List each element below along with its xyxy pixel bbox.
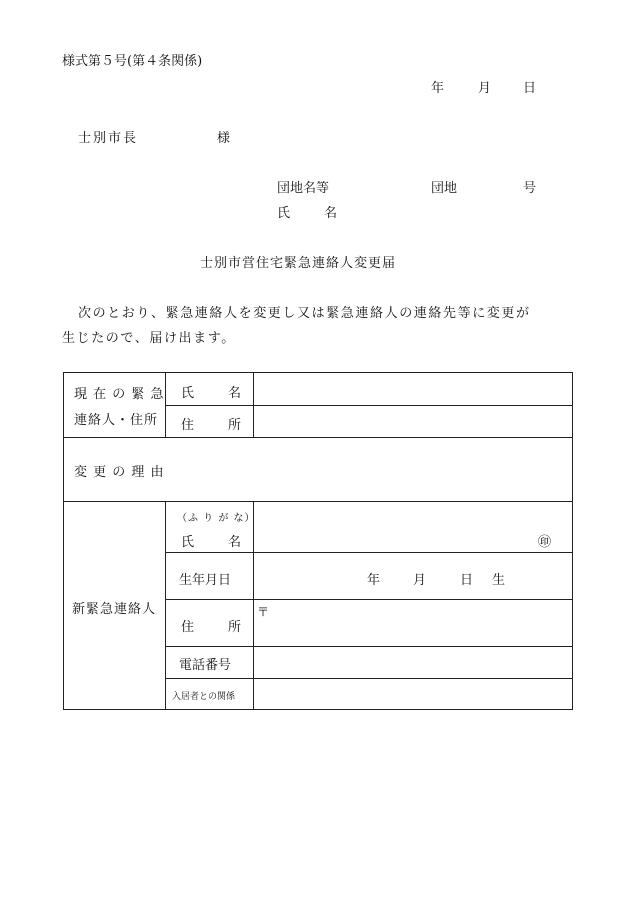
- new-name-label-1: 氏: [181, 535, 195, 550]
- date-month-label: 月: [478, 81, 492, 96]
- form-table: [63, 372, 573, 710]
- row-divider: [165, 599, 573, 600]
- col-divider: [253, 501, 254, 710]
- relation-label: 入居者との関係: [172, 692, 236, 702]
- row-divider: [165, 405, 573, 406]
- birth-day-label: 日: [460, 573, 474, 588]
- current-contact-label-2: 連絡人・住所: [74, 413, 159, 428]
- applicant-danchi-label: 団地名等: [277, 181, 330, 196]
- current-contact-label-1: 現 在 の 緊 急: [74, 387, 165, 402]
- current-name-label-2: 名: [228, 386, 242, 401]
- birth-suffix-label: 生: [492, 573, 506, 588]
- applicant-go: 号: [523, 181, 537, 196]
- seal-mark-icon: ㊞: [538, 535, 552, 550]
- new-address-label-2: 所: [228, 620, 242, 635]
- reason-label: 変 更 の 理 由: [74, 465, 165, 480]
- col-divider: [165, 373, 166, 437]
- new-name-label-2: 名: [228, 535, 242, 550]
- body-line-2: 生じたので、届け出ます。: [62, 331, 236, 346]
- date-day-label: 日: [523, 81, 537, 96]
- body-line-1: 次のとおり、緊急連絡人を変更し又は緊急連絡人の連絡先等に変更が: [78, 306, 531, 321]
- addressee-mayor: 士別市長: [78, 131, 139, 146]
- row-divider: [64, 437, 573, 438]
- birth-year-label: 年: [367, 573, 381, 588]
- new-address-label-1: 住: [181, 620, 195, 635]
- col-divider: [165, 501, 166, 710]
- furigana-label: （ふ り が な）: [177, 513, 256, 524]
- applicant-danchi: 団地: [431, 181, 458, 196]
- postal-mark-icon: 〒: [257, 605, 270, 619]
- date-year-label: 年: [431, 81, 445, 96]
- phone-label: 電話番号: [179, 658, 232, 673]
- current-name-label-1: 氏: [181, 386, 195, 401]
- col-divider: [253, 373, 254, 437]
- addressee-honorific: 様: [217, 131, 231, 146]
- current-address-label-1: 住: [181, 418, 195, 433]
- applicant-name-label-1: 氏: [277, 206, 291, 221]
- current-address-label-2: 所: [228, 418, 242, 433]
- row-divider: [165, 646, 573, 647]
- new-contact-label: 新緊急連絡人: [72, 602, 157, 617]
- row-divider: [165, 678, 573, 679]
- birth-month-label: 月: [413, 573, 427, 588]
- birth-date-label: 生年月日: [179, 573, 232, 588]
- applicant-name-label-2: 名: [324, 206, 338, 221]
- form-number: 様式第５号(第４条関係): [62, 54, 203, 69]
- page-title: 士別市営住宅緊急連絡人変更届: [200, 256, 397, 271]
- row-divider: [64, 501, 573, 502]
- row-divider: [165, 552, 573, 553]
